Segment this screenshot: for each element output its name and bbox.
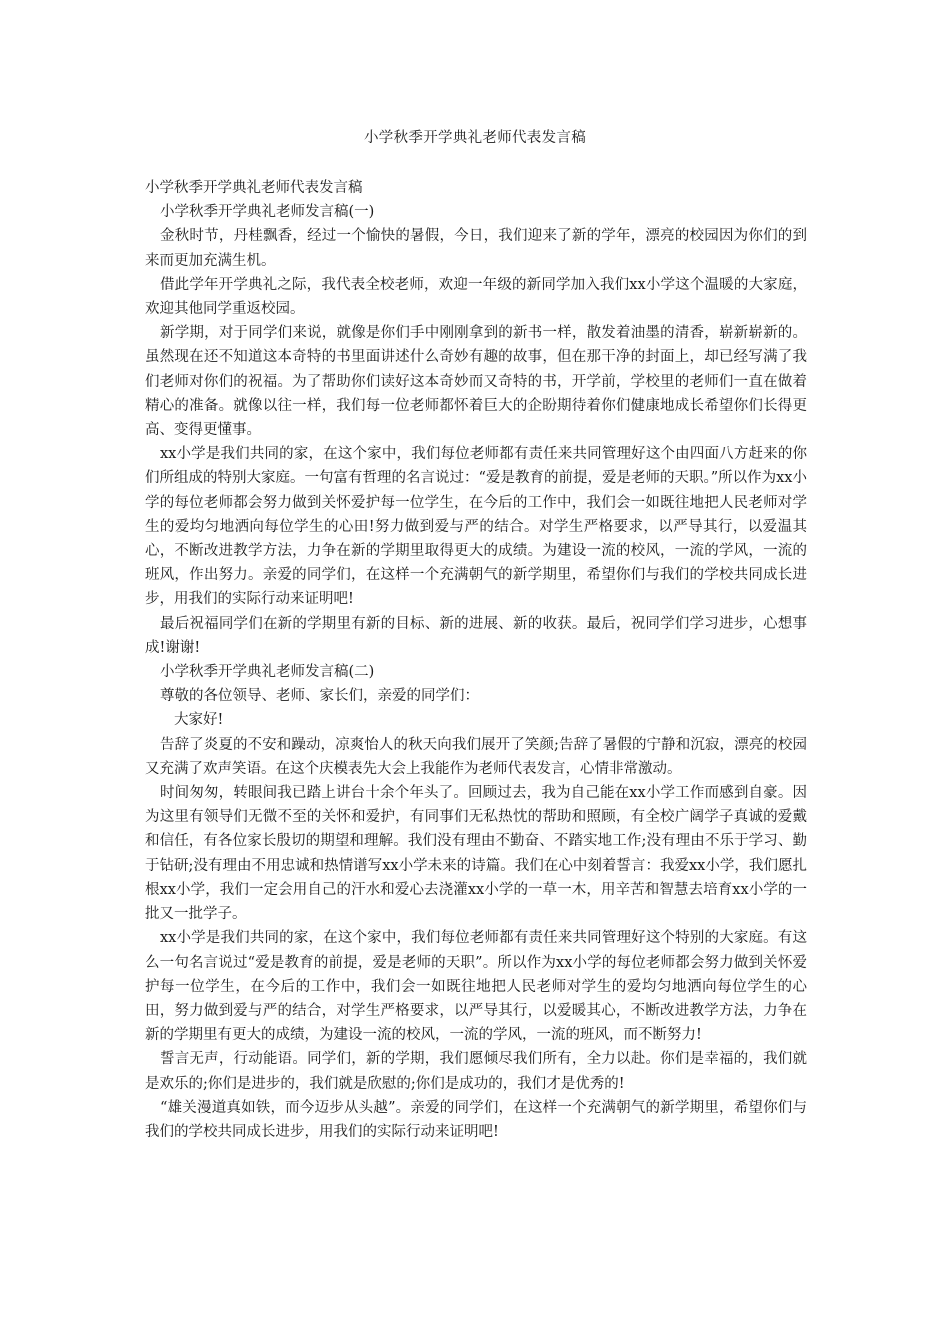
paragraph: xx小学是我们共同的家，在这个家中，我们每位老师都有责任来共同管理好这个特别的大家庭。有这么一句名言说过“爱是教育的前提，爱是老师的天职”。所以作为xx小学的每位老师都会努力做到关怀爱护每一位学生，在今后的工作中，我们会一如既往地把人民老师对学生的爱均匀地洒向每位学生的心田，努力做到爱与严的结合，对学生严格要求，以严导其行，以爱暖其心，不断改进教学方法，力争在新的学期里有更大的成绩，为建设一流的校风，一流的学风，一流的班风，而不断努力! [145, 930, 807, 1044]
paragraph-heading: 小学秋季开学典礼老师代表发言稿 [145, 180, 363, 196]
paragraph: 最后祝福同学们在新的学期里有新的目标、新的进展、新的收获。最后，祝同学们学习进步，心想事成!谢谢! [145, 615, 807, 656]
paragraph: xx小学是我们共同的家，在这个家中，我们每位老师都有责任来共同管理好这个由四面八方赶来的你们所组成的特别大家庭。一句富有哲理的名言说过：“爱是教育的前提，爱是老师的天职。”所以作为xx小学的每位老师都会努力做到关怀爱护每一位学生，在今后的工作中，我们会一如既往地把人民老师对学生的爱均匀地洒向每位学生的心田!努力做到爱与严的结合。对学生严格要求，以严导其行，以爱温其心，不断改进教学方法，力争在新的学期里取得更大的成绩。为建设一流的校风，一流的学风，一流的班风，作出努力。亲爱的同学们，在这样一个充满朝气的新学期里，希望你们与我们的学校共同成长进步，用我们的实际行动来证明吧! [145, 446, 807, 608]
paragraph: 时间匆匆，转眼间我已踏上讲台十余个年头了。回顾过去，我为自己能在xx小学工作而感到自豪。因为这里有领导们无微不至的关怀和爱护，有同事们无私热忱的帮助和照顾，有全校广阔学子真诚的爱戴和信任，有各位家长殷切的期望和理解。我们没有理由不勤奋、不踏实地工作;没有理由不乐于学习、勤于钻研;没有理由不用忠诚和热情谱写xx小学未来的诗篇。我们在心中刻着誓言：我爱xx小学，我们愿扎根xx小学，我们一定会用自己的汗水和爱心去浇灌xx小学的一草一木，用辛苦和智慧去培育xx小学的一批又一批学子。 [145, 785, 807, 923]
paragraph: 告辞了炎夏的不安和躁动，凉爽怡人的秋天向我们展开了笑颜;告辞了暑假的宁静和沉寂，漂亮的校园又充满了欢声笑语。在这个庆模表先大会上我能作为老师代表发言，心情非常激动。 [145, 736, 807, 777]
document-body [145, 176, 807, 1144]
section-heading-two: 小学秋季开学典礼老师发言稿(二) [160, 664, 375, 681]
paragraph: “雄关漫道真如铁，而今迈步从头越”。亲爱的同学们，在这样一个充满朝气的新学期里，希望你们与我们的学校共同成长进步，用我们的实际行动来证明吧! [145, 1099, 807, 1140]
document-title: 小学秋季开学典礼老师代表发言稿 [364, 130, 586, 146]
paragraph: 借此学年开学典礼之际，我代表全校老师，欢迎一年级的新同学加入我们xx小学这个温暖的大家庭，欢迎其他同学重返校园。 [145, 276, 807, 318]
section-heading-one: 小学秋季开学典礼老师发言稿(一) [160, 204, 375, 221]
paragraph: 金秋时节，丹桂飘香，经过一个愉快的暑假，今日，我们迎来了新的学年，漂亮的校园因为你们的到来而更加充满生机。 [145, 228, 807, 269]
paragraph: 新学期，对于同学们来说，就像是你们手中刚刚拿到的新书一样，散发着油墨的清香，崭新崭新的。虽然现在还不知道这本奇特的书里面讲述什么奇妙有趣的故事，但在那干净的封面上，却已经写满了我们老师对你们的祝福。为了帮助你们读好这本奇妙而又奇特的书，开学前，学校里的老师们一直在做着精心的准备。就像以往一样，我们每一位老师都怀着巨大的企盼期待着你们健康地成长希望你们长得更高、变得更懂事。 [145, 325, 807, 439]
paragraph: 誓言无声，行动能语。同学们，新的学期，我们愿倾尽我们所有，全力以赴。你们是幸福的，我们就是欢乐的;你们是进步的，我们就是欣慰的;你们是成功的，我们才是优秀的! [145, 1051, 807, 1092]
salutation: 尊敬的各位领导、老师、家长们，亲爱的同学们： [160, 688, 479, 705]
greeting: 大家好! [174, 712, 224, 729]
